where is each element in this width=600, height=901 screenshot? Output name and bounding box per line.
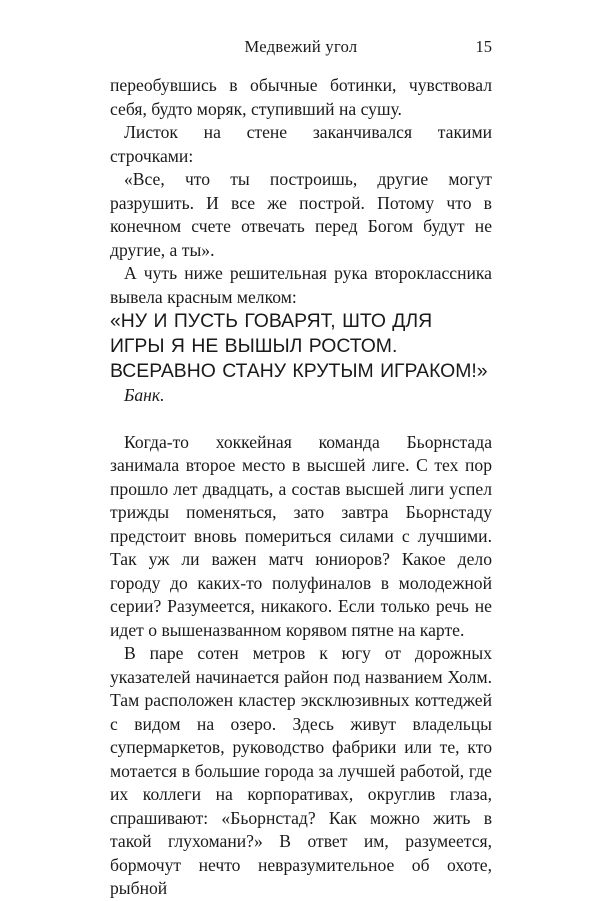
section-label: Банк. [124,385,165,405]
running-head [110,37,492,61]
handwritten-shout: «НУ И ПУСТЬ ГОВАРЯТ, ШТО ДЛЯ ИГРЫ Я НЕ ВЫШЫЛ РОСТОМ. ВСЕРАВНО СТАНУ КРУТЫМ ИГРАКОМ!» [110,310,488,382]
paragraph: В паре сотен метров к югу от дорожных указателей начинается район под названием Холм. Там расположен кластер эксклюзивных коттеджей с видом на озеро. Здесь живут владельцы супермаркетов, руководство фабрики или те, кто мотается в большие города за лучшей работой, где их коллеги на корпоративах, округлив глаза, спрашивают: «Бьорнстад? Как можно жить в такой глухомани?» В ответ им, разумеется, бормочут нечто невразумительное об охоте, рыбной [110,643,492,898]
body-text [110,74,492,901]
quote-paragraph: «Все, что ты построишь, другие могут разрушить. И все же построй. Потому что в конечном счете отвечать перед Богом будут не другие, а ты». [110,169,492,260]
paragraph: Когда-то хоккейная команда Бьорнстада занимала второе место в высшей лиге. С тех пор прошло лет двадцать, а состав высшей лиги успел трижды поменяться, зато завтра Бьорнстаду предстоит вновь помериться силами с лучшими. Так уж ли важен матч юниоров? Какое дело городу до каких-то полуфиналов в молодежной серии? Разумеется, никакого. Если только речь не идет о вышеназванном корявом пятне на карте. [110,431,492,640]
paragraph: А чуть ниже решительная рука второклассника вывела красным мелком: [110,263,492,307]
paragraph: Листок на стене заканчивался такими строчками: [110,122,492,166]
section-gap [110,408,492,431]
paragraph-continuation: переобувшись в обычные ботинки, чувствовал себя, будто моряк, ступивший на сушу. [110,75,492,119]
running-title: Медвежий угол [244,37,358,56]
page-number: 15 [475,37,492,56]
